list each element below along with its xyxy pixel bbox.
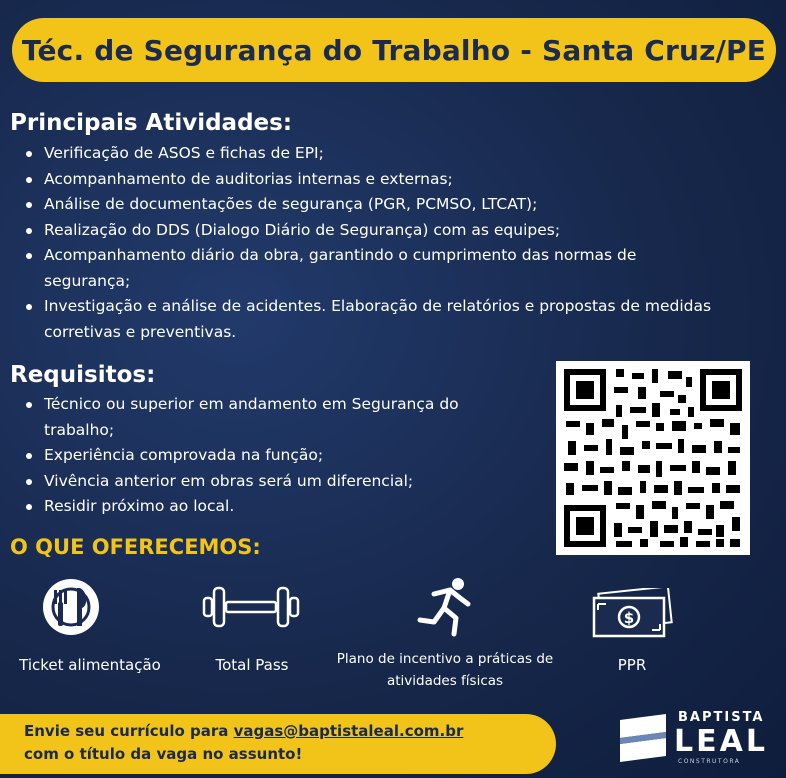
running-person-icon — [414, 576, 478, 642]
logo-mark-icon — [614, 710, 672, 770]
list-item: Análise de documentações de segurança (PGR, PCMSO, LTCAT); — [22, 192, 722, 218]
benefit-label-total-pass: Total Pass — [215, 656, 289, 674]
benefit-label-ticket: Ticket alimentação — [19, 656, 161, 674]
list-item: Técnico ou superior em andamento em Segurança do trabalho; — [22, 392, 522, 443]
benefit-label-incentive: Plano de incentivo a práticas de atividades físicas — [336, 651, 554, 689]
job-title: Téc. de Segurança do Trabalho - Santa Cruz/PE — [21, 33, 767, 67]
offers-heading: O QUE OFERECEMOS: — [10, 535, 261, 559]
logo-brand-main: LEAL — [674, 724, 768, 759]
footer-line-2: com o título da vaga no assunto! — [24, 745, 303, 763]
logo-brand-top: BAPTISTA — [678, 710, 765, 725]
job-title-banner — [12, 18, 776, 82]
list-item: Residir próximo ao local. — [22, 494, 522, 520]
list-item: Experiência comprovada na função; — [22, 443, 522, 469]
footer-line-1 — [24, 720, 556, 743]
qr-code[interactable] — [556, 361, 750, 555]
email-link[interactable]: vagas@baptistaleal.com.br — [233, 722, 464, 740]
list-item: Acompanhamento diário da obra, garantindo o cumprimento das normas de segurança; — [22, 243, 722, 294]
money-icon — [592, 588, 674, 644]
svg-text:$: $ — [623, 609, 635, 627]
list-item: Acompanhamento de auditorias internas e externas; — [22, 167, 722, 193]
company-logo — [614, 706, 774, 770]
plate-cutlery-icon — [42, 578, 100, 640]
qr-code-image — [556, 361, 750, 555]
list-item: Verificação de ASOS e fichas de EPI; — [22, 141, 722, 167]
logo-brand-sub: CONSTRUTORA — [678, 758, 741, 765]
footer-cta — [0, 714, 556, 774]
dumbbell-icon — [202, 584, 300, 634]
requirements-heading: Requisitos: — [10, 362, 156, 388]
footer-line-1-prefix: Envie seu currículo para — [24, 722, 234, 740]
list-item: Realização do DDS (Dialogo Diário de Segurança) com as equipes; — [22, 218, 722, 244]
activities-list — [22, 141, 722, 345]
benefit-label-ppr: PPR — [617, 656, 647, 674]
list-item: Vivência anterior em obras será um diferencial; — [22, 469, 522, 495]
requirements-list — [22, 392, 522, 520]
activities-heading: Principais Atividades: — [10, 110, 293, 136]
list-item: Investigação e análise de acidentes. Elaboração de relatórios e propostas de medidas corretivas e preventivas. — [22, 294, 722, 345]
